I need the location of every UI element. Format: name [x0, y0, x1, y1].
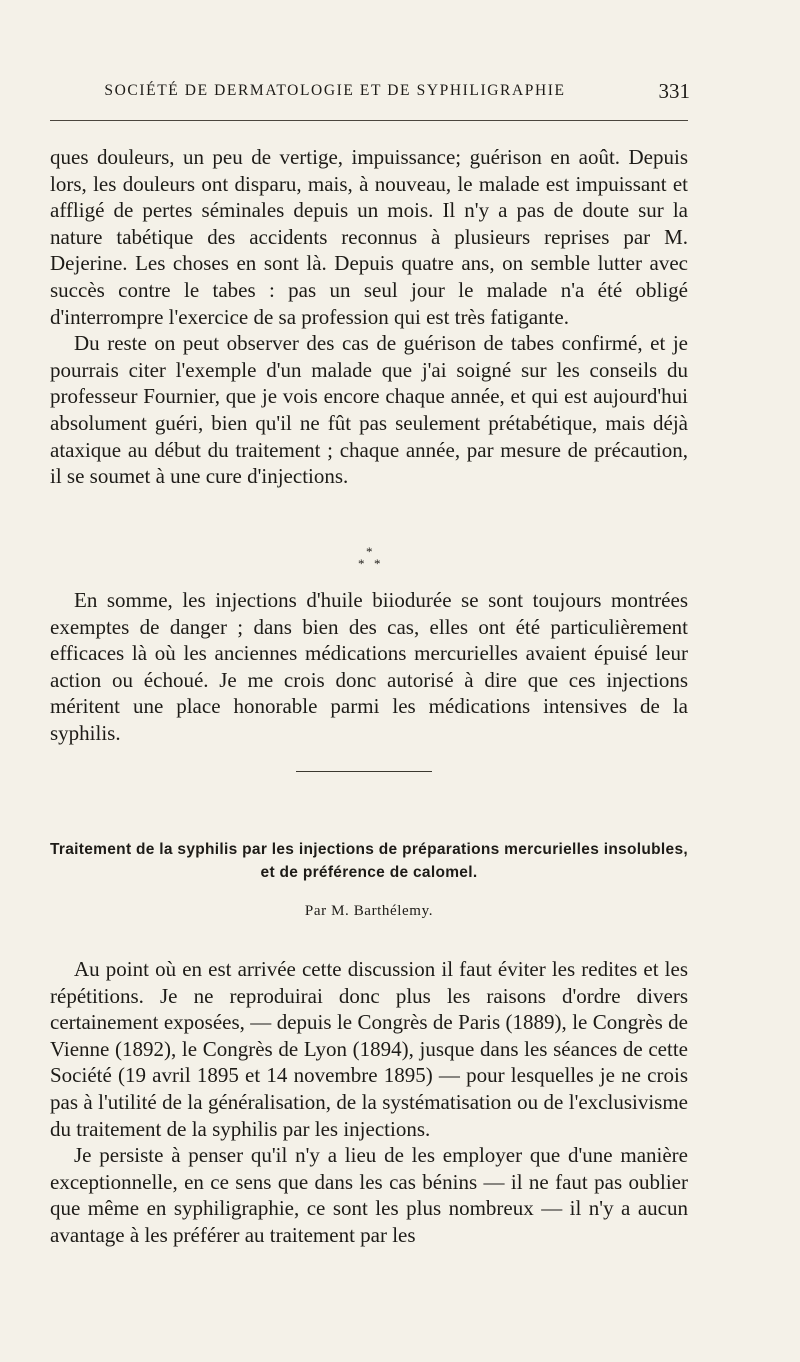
author-byline: Par M. Barthélemy.: [304, 903, 434, 919]
page-header: [50, 79, 690, 108]
running-title: SOCIÉTÉ DE DERMATOLOGIE ET DE SYPHILIGRAPHIE: [104, 82, 566, 99]
paragraph-opinion: Je persiste à penser qu'il n'y a lieu de les employer que d'une manière exceptionnelle, en ce sens que dans les cas bénins — il ne faut pas oublier que même en syphiligraphie, ce sont les plus nombreux — il n'y a aucun avantage à les préférer au traitement par les: [50, 1143, 688, 1247]
section-separator: [296, 771, 432, 772]
asterism-star-right: *: [374, 556, 381, 571]
text-block-3: [50, 956, 688, 1249]
asterism-star-top: *: [366, 544, 373, 559]
paragraph-discussion: Au point où en est arrivée cette discussion il faut éviter les redites et les répétitions. Je ne reproduirai donc plus les raisons d'ordre divers certainement exposées, — depuis le Congrès de Paris (1889), le Congrès de Vienne (1892), le Congrès de Lyon (1894), jusque dans les séances de cette Société (19 avril 1895 et 14 novembre 1895) — pour lesquelles je ne crois pas à l'utilité de la généralisation, de la systématisation ou de l'exclusivisme du traitement de la syphilis par les injections.: [50, 957, 688, 1141]
asterism-star-left: *: [358, 556, 365, 571]
paragraph-continuation: ques douleurs, un peu de vertige, impuissance; guérison en août. Depuis lors, les douleurs ont disparu, mais, à nouveau, le malade est impuissant et affligé de pertes séminales depuis un mois. Il n'y a pas de doute sur la nature tabétique des accidents reconnus à plusieurs reprises par M. Dejerine. Les choses en sont là. Depuis quatre ans, on semble lutter avec succès contre le tabes : pas un seul jour le malade n'a été obligé d'interrompre l'exercice de sa profession qui est très fatigante.: [50, 145, 688, 329]
paragraph-tabes-cure: Du reste on peut observer des cas de guérison de tabes confirmé, et je pourrais citer l'exemple d'un malade que j'ai soigné sur les conseils du professeur Fournier, que je vois encore chaque année, et qui est aujourd'hui absolument guéri, bien qu'il ne fût pas seulement prétabétique, mais déjà ataxique au début du traitement ; chaque année, par mesure de précaution, il se soumet à une cure d'injections.: [50, 331, 688, 489]
paragraph-conclusion: En somme, les injections d'huile biiodurée se sont toujours montrées exemptes de danger ; dans bien des cas, elles ont été particulièrement efficaces là où les anciennes médications mercurielles avaient épuisé leur action ou échoué. Je me crois donc autorisé à dire que ces injections méritent une place honorable parmi les médications intensives de la syphilis.: [50, 588, 688, 745]
asterism: [0, 544, 800, 576]
text-block-1: [50, 144, 688, 490]
text-block-2: [50, 587, 688, 747]
page-number: 331: [658, 79, 690, 103]
section-title: Traitement de la syphilis par les injections de préparations mercurielles insolubles, et de préférence de calomel.: [50, 841, 688, 881]
header-rule: [50, 120, 688, 121]
